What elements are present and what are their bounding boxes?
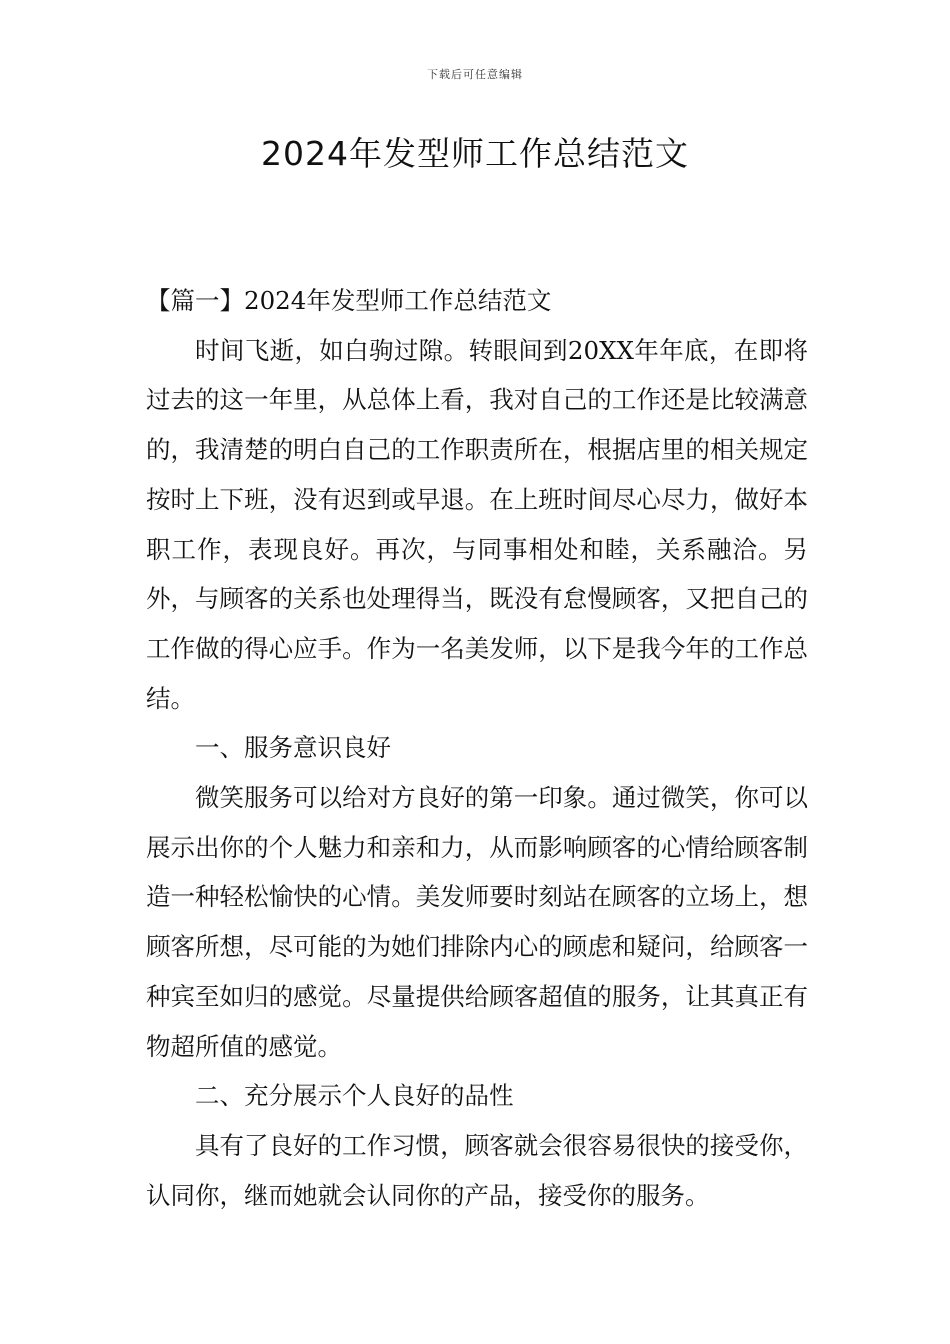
subheading-personal-character: 二、充分展示个人良好的品性 [195,1081,514,1111]
header-note: 下载后可任意编辑 [427,68,523,81]
paragraph-personal-character: 具有了良好的工作习惯，顾客就会很容易很快的接受你，认同你，继而她就会认同你的产品，接受你的服务。 [146,1130,808,1210]
subheading-service-awareness: 一、服务意识良好 [195,733,391,763]
paragraph-intro: 时间飞逝，如白驹过隙。转眼间到20XX年年底，在即将过去的这一年里，从总体上看，我对自己的工作还是比较满意的，我清楚的明白自己的工作职责所在，根据店里的相关规定按时上下班，没有迟到或早退。在上班时间尽心尽力，做好本职工作，表现良好。再次，与同事相处和睦，关系融洽。另外，与顾客的关系也处理得当，既没有怠慢顾客，又把自己的工作做的得心应手。作为一名美发师，以下是我今年的工作总结。 [146,335,808,713]
document-title: 2024年发型师工作总结范文 [261,134,689,173]
paragraph-service-awareness: 微笑服务可以给对方良好的第一印象。通过微笑，你可以展示出你的个人魅力和亲和力，从而影响顾客的心情给顾客制造一种轻松愉快的心情。美发师要时刻站在顾客的立场上，想顾客所想，尽可能的为她们排除内心的顾虑和疑问，给顾客一种宾至如归的感觉。尽量提供给顾客超值的服务，让其真正有物超所值的感觉。 [146,783,808,1061]
section-heading: 【篇一】2024年发型师工作总结范文 [146,286,552,315]
document-body [146,276,808,1220]
